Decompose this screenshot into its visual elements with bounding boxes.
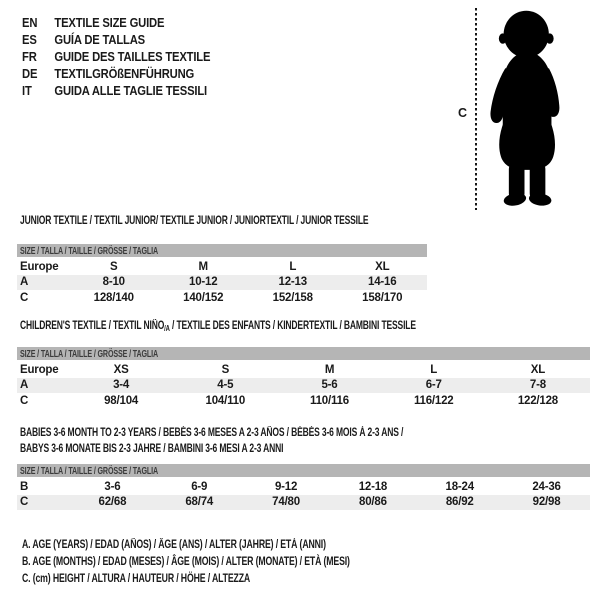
language-row-fr [22,49,210,66]
language-title: TEXTILGRÖßENFÜHRUNG [54,66,195,81]
footnotes [22,536,350,588]
table-cell: 10-12 [189,276,218,289]
size-header-bar [17,347,590,360]
language-list [22,15,210,99]
junior-table [17,244,427,306]
language-code: FR [22,49,37,64]
table-cell: 7-8 [529,379,546,392]
table-cell: S [110,260,118,273]
children-title-text: CHILDREN'S TEXTILE / TEXTIL NIÑO [20,320,165,332]
children-title-text: / TEXTILE DES ENFANTS / KINDERTEXTIL / BAMBINI TESSILE [169,320,416,332]
table-cell: 86/92 [445,496,474,509]
table-cell: 6-9 [191,480,208,493]
table-cell: 3-4 [113,379,130,392]
babies-table [17,464,590,510]
language-code: ES [22,33,37,48]
table-cell: 110/116 [310,394,349,407]
table-cell: 12-13 [278,276,307,289]
table-cell: XL [375,260,390,273]
toddler-silhouette-icon [481,9,568,209]
row-label: A [20,379,29,392]
table-cell: M [324,363,335,376]
table-cell: 8-10 [102,276,125,289]
table-cell: 9-12 [274,480,298,493]
table-cell: 68/74 [185,496,214,509]
table-row-europe [17,259,427,275]
table-cell: 4-5 [217,379,234,392]
children-title-subscript: /A [164,324,170,333]
language-title: TEXTILE SIZE GUIDE [54,16,165,31]
table-row-height [17,495,590,511]
table-cell: 92/98 [532,496,561,509]
children-table [17,347,590,409]
height-measure-label: C [458,106,468,120]
row-label: C [20,496,29,509]
babies-title-line1: BABIES 3-6 MONTH TO 2-3 YEARS / BEBÉS 3-6 MESES A 2-3 AÑOS / BÉBÉS 3-6 MOIS À 2-3 ANS / [20,427,404,439]
language-row-en [22,15,210,32]
table-cell: M [198,260,208,273]
language-title: GUIDE DES TAILLES TEXTILE [54,49,211,64]
table-cell: 12-18 [358,480,388,493]
children-table-title [20,320,416,333]
table-cell: 74/80 [272,496,300,509]
table-cell: L [430,363,438,376]
table-cell: L [289,260,297,273]
row-label: Europe [20,260,59,273]
table-cell: 24-36 [532,480,561,493]
size-header-bar [17,464,590,477]
language-code: EN [22,16,38,31]
language-code: DE [22,66,38,81]
table-cell: 98/104 [104,394,139,407]
table-cell: 140/152 [183,291,224,304]
babies-title-line2: BABYS 3-6 MONATE BIS 2-3 JAHRE / BAMBINI 3-6 MESI A 2-3 ANNI [20,443,284,456]
table-cell: 3-6 [104,480,121,493]
row-label: B [20,480,29,493]
table-cell: 128/140 [93,291,134,304]
table-row-height [17,393,590,409]
size-header-text: SIZE / TALLA / TAILLE / GRÖSSE / TAGLIA [20,347,159,360]
footnote-c: C. (cm) HEIGHT / ALTURA / HAUTEUR / HÖHE / ALTEZZA [22,573,251,586]
table-cell: 18-24 [445,480,474,493]
row-label: Europe [20,363,59,376]
row-label: C [20,291,29,304]
footnote-a: A. AGE (YEARS) / EDAD (AÑOS) / ÂGE (ANS) / ALTER (JAHRE) / ETÀ (ANNI) [22,538,326,551]
babies-table-title [20,425,403,458]
table-row-age [17,275,427,291]
language-row-es [22,32,210,49]
footnote-b: B. AGE (MONTHS) / EDAD (MESES) / ÂGE (MOIS) / ALTER (MONATE) / ETÀ (MESI) [22,556,350,569]
language-title: GUIDA ALLE TAGLIE TESSILI [54,83,207,98]
table-cell: 5-6 [321,379,338,392]
size-header-text: SIZE / TALLA / TAILLE / GRÖSSE / TAGLIA [20,464,159,477]
table-row-age-months [17,479,590,495]
table-cell: 80/86 [359,496,387,509]
language-row-de [22,65,210,82]
table-cell: 104/110 [205,394,246,407]
table-row-height [17,290,427,306]
table-cell: S [221,363,230,376]
language-code: IT [22,83,32,98]
table-cell: 152/158 [272,291,313,304]
row-label: C [20,394,29,407]
height-measure-dotted-line [475,8,477,210]
table-cell: 116/122 [413,394,454,407]
table-cell: 122/128 [517,394,558,407]
size-header-bar [17,244,427,257]
table-row-europe [17,362,590,378]
table-row-age [17,378,590,394]
language-row-it [22,82,210,99]
table-cell: 62/68 [98,496,127,509]
language-title: GUÍA DE TALLAS [54,33,146,48]
size-header-text: SIZE / TALLA / TAILLE / GRÖSSE / TAGLIA [20,244,159,257]
row-label: A [20,276,29,289]
table-cell: 6-7 [425,379,442,392]
junior-table-title: JUNIOR TEXTILE / TEXTIL JUNIOR/ TEXTILE JUNIOR / JUNIORTEXTIL / JUNIOR TESSILE [20,215,369,227]
table-cell: XL [530,363,546,376]
table-cell: 14-16 [368,276,397,289]
table-cell: XS [113,363,129,376]
table-cell: 158/170 [362,291,403,304]
